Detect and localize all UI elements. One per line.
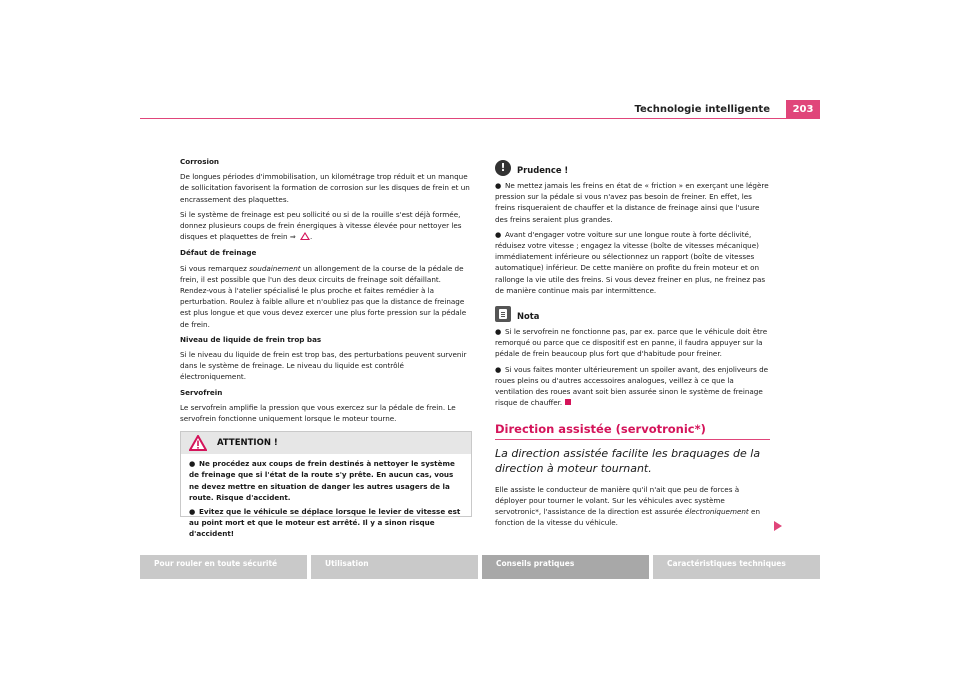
attention-item xyxy=(189,506,463,540)
prudence-title: Prudence ! xyxy=(517,164,569,175)
section-paragraph xyxy=(495,484,770,529)
section-text-pre: Elle assiste le conducteur de manière qu'il n'ait que peu de forces à déployer pour tourner le volant. Sur les véhicules avec système servotronic*, l'assistance de la direction est assurée xyxy=(495,484,740,517)
nota-item xyxy=(495,326,770,360)
page-number: 203 xyxy=(786,100,820,118)
corrosion-paragraph-2: Si le système de freinage est peu sollicité ou si de la rouille s'est déjà formée, donnez plusieurs coups de frein énergiques à vitesse élevée pour nettoyer les disques et plaquettes de frein ⇒ . xyxy=(180,209,462,242)
section-title: Direction assistée (servotronic*) xyxy=(495,422,706,437)
attention-item-2-text: Evitez que le véhicule se déplace lorsque le levier de vitesse est au point mort et que le moteur est arrêté. Il y a sinon risque d'accident! xyxy=(189,506,461,539)
prudence-item-1-text: Ne mettez jamais les freins en état de « friction » en exerçant une légère pression sur la pédale si vous n'avez pas besoin de freiner. En effet, les freins risqueraient de chauffer et la distance de freinage ainsi que l'usure des freins seraient plus grandes. xyxy=(495,181,769,224)
footer-tab-securite[interactable] xyxy=(140,555,307,579)
nota-header xyxy=(495,306,770,322)
attention-item-1-text: Ne procédez aux coups de frein destinés à nettoyer le système de freinage que si l'état de la route s'y prête. En aucun cas, vous ne devez mettre en situation de danger les autres usagers de la route. Risque d'accident. xyxy=(189,459,455,503)
defaut-paragraph xyxy=(180,263,470,330)
prudence-item xyxy=(495,180,770,225)
nota-title: Nota xyxy=(517,310,540,321)
bullet-icon: ● xyxy=(495,364,502,374)
footer-tab-label: Pour rouler en toute sécurité xyxy=(154,559,278,568)
footer-tab-utilisation[interactable] xyxy=(311,555,478,579)
exclamation-circle-icon: ! xyxy=(495,160,511,176)
note-icon xyxy=(495,306,511,322)
niveau-heading: Niveau de liquide de frein trop bas xyxy=(180,334,322,344)
footer-tab-conseils[interactable] xyxy=(482,555,649,579)
corrosion-heading: Corrosion xyxy=(180,157,220,166)
defaut-text-post: un allongement de la course de la pédale de frein, il est possible que l'un des deux circuits de freinage soit défaillant. Rendez-vous à l'atelier spécialisé le plus proche et faites remédier à la perturbation. Roulez à faible allure et n'oubliez pas que la distance de freinage est plus longue et que vous devez exercer une plus forte pression sur la pédale de frein. xyxy=(180,263,467,329)
prudence-item-2-text: Avant d'engager votre voiture sur une longue route à forte déclivité, réduisez votre vitesse ; engagez la vitesse (boîte de vitesses mécanique) immédiatement inférieure ou sélectionnez un rapport (boîte de vitesses automatique) inférieur. De cette manière on profite du frein moteur et on rallonge la vie utile des freins. Si vous devez freiner en plus, ne freinez pas de manière continue mais par intermittence. xyxy=(495,229,766,295)
section-subtitle: La direction assistée facilite les braquages de la direction à moteur tournant. xyxy=(495,446,761,475)
warning-triangle-icon xyxy=(189,435,207,451)
section-text-post: en fonction de la vitesse du véhicule. xyxy=(495,507,761,528)
attention-box xyxy=(180,431,472,539)
attention-item xyxy=(189,458,463,504)
niveau-paragraph: Si le niveau du liquide de frein est trop bas, des perturbations peuvent survenir dans le système de freinage. Le niveau du liquide est contrôlé électroniquement. xyxy=(180,350,467,382)
attention-header xyxy=(181,432,471,454)
nota-item xyxy=(495,364,770,409)
nota-item-2-text: Si vous faites monter ultérieurement un spoiler avant, des enjoliveurs de roues pleins ou d'autres accessoires analogues, veillez à ce que la ventilation des roues avant soit bien assurée sinon le système de freinage risque de chauffer. xyxy=(495,364,769,408)
right-column xyxy=(495,160,770,532)
footer-tab-label: Caractéristiques techniques xyxy=(667,559,786,568)
reference-arrow: ⇒ xyxy=(289,233,296,242)
header-divider xyxy=(140,118,820,119)
corrosion-paragraph-2-text: Si le système de freinage est peu sollicité ou si de la rouille s'est déjà formée, donnez plusieurs coups de frein énergiques à vitesse élevée pour nettoyer les disques et plaquettes de frein xyxy=(180,209,462,242)
attention-title: ATTENTION ! xyxy=(217,438,278,448)
servofrein-paragraph: Le servofrein amplifie la pression que vous exercez sur la pédale de frein. Le servofrein fonctionne uniquement lorsque le moteur tourne. xyxy=(180,402,456,424)
attention-body xyxy=(181,454,471,540)
footer-tab-caracteristiques[interactable] xyxy=(653,555,820,579)
warning-triangle-icon xyxy=(300,232,310,240)
section-divider xyxy=(495,439,770,440)
prudence-header xyxy=(495,160,770,176)
section-end-marker-icon xyxy=(565,399,571,405)
nota-item-1-text: Si le servofrein ne fonctionne pas, par ex. parce que le véhicule doit être remorqué ou parce que ce dispositif est en panne, il faudra appuyer sur la pédale de frein beaucoup plus fort que d'habitude pour freiner. xyxy=(495,327,768,359)
prudence-item xyxy=(495,229,770,296)
bullet-icon: ● xyxy=(495,327,502,337)
page-header-title: Technologie intelligente xyxy=(634,104,770,115)
servofrein-heading: Servofrein xyxy=(180,387,223,397)
corrosion-paragraph-1: De longues périodes d'immobilisation, un kilométrage trop réduit et un manque de sollicitation favorisent la formation de corrosion sur les disques de frein et un encrassement des plaquettes. xyxy=(180,172,470,204)
bullet-icon: ● xyxy=(495,229,502,239)
section-text-emphasis: électroniquement xyxy=(684,507,749,517)
bullet-icon: ● xyxy=(495,181,502,190)
defaut-text-emphasis: soudainement xyxy=(249,263,301,273)
bullet-icon: ● xyxy=(189,459,196,468)
defaut-heading: Défaut de freinage xyxy=(180,248,257,258)
left-column xyxy=(180,156,470,428)
footer-tab-label: Utilisation xyxy=(325,559,369,568)
defaut-text-pre: Si vous remarquez xyxy=(180,263,250,273)
bullet-icon: ● xyxy=(189,506,196,516)
footer-tab-label: Conseils pratiques xyxy=(496,559,575,568)
next-page-arrow-icon[interactable] xyxy=(774,521,782,531)
